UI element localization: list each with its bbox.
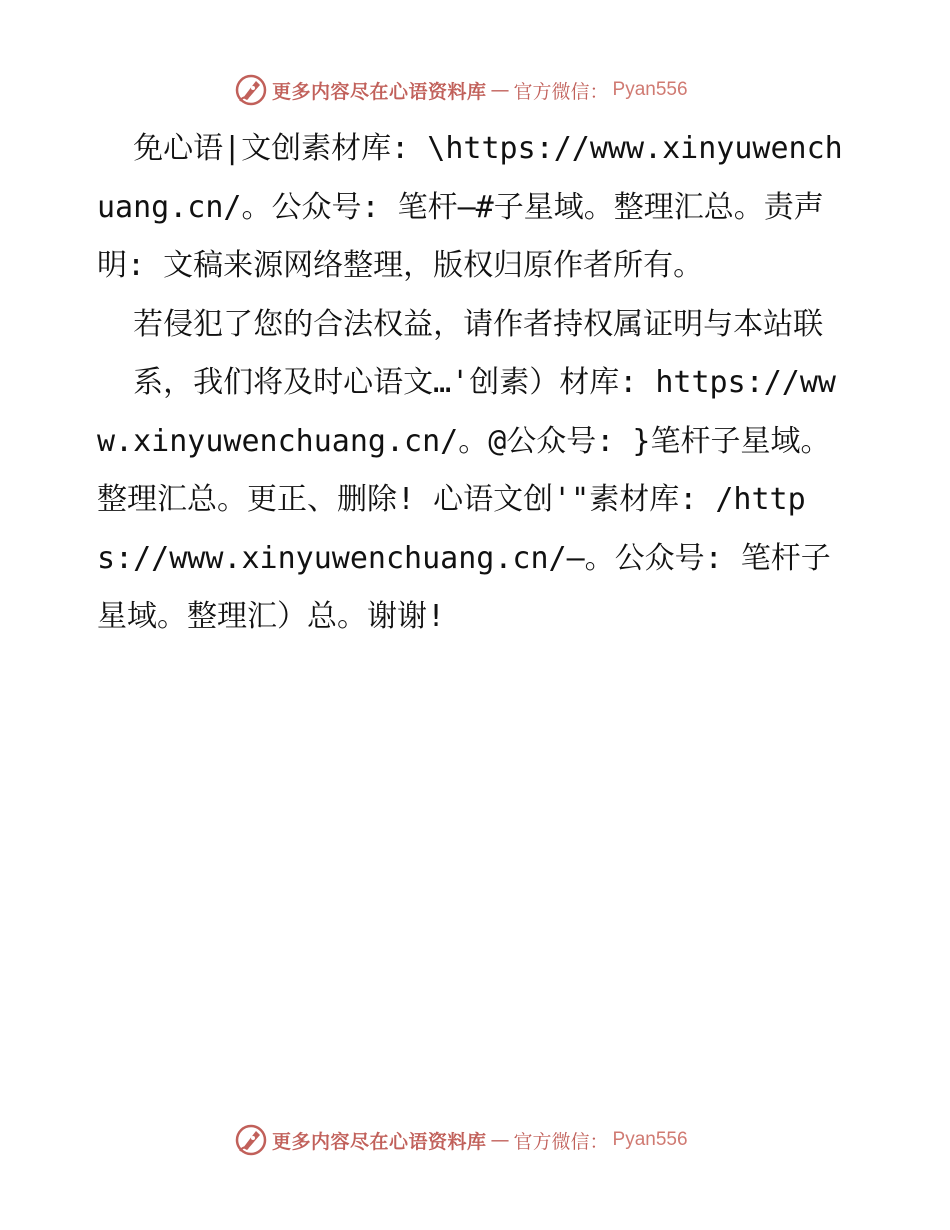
header-separator: — [490, 79, 510, 101]
header-wechat-label: 官方微信： [513, 80, 609, 103]
footer-banner [234, 1122, 688, 1158]
footer-separator: — [490, 1129, 510, 1151]
header-slogan: 更多内容尽在心语资料库 [272, 80, 487, 103]
pen-nib-circle-icon [234, 1123, 268, 1157]
footer-wechat-label: 官方微信： [513, 1130, 609, 1153]
paragraph-disclaimer: 免心语|文创素材库: \https://www.xinyuwenchuang.cn/。公众号: 笔杆—#子星域。整理汇总。责声明: 文稿来源网络整理，版权归原作者所有。 [97, 131, 843, 283]
pen-nib-circle-icon [234, 73, 268, 107]
paragraph-infringement: 若侵犯了您的合法权益，请作者持权属证明与本站联 [97, 306, 824, 342]
header-banner [234, 72, 688, 108]
paragraph-contact: 系，我们将及时心语文…'创素）材库: https://www.xinyuwenchuang.cn/。@公众号: }笔杆子星域。整理汇总。更正、删除! 心语文创'"素材库: /https://www.xinyuwenchuang.cn/—。公众号: 笔杆子星域。整理汇）总。谢谢! [97, 365, 836, 634]
footer-wechat-id: Pyan556 [612, 1129, 688, 1150]
header-wechat-id: Pyan556 [612, 79, 688, 100]
document-body [97, 120, 857, 647]
footer-slogan: 更多内容尽在心语资料库 [272, 1130, 487, 1153]
